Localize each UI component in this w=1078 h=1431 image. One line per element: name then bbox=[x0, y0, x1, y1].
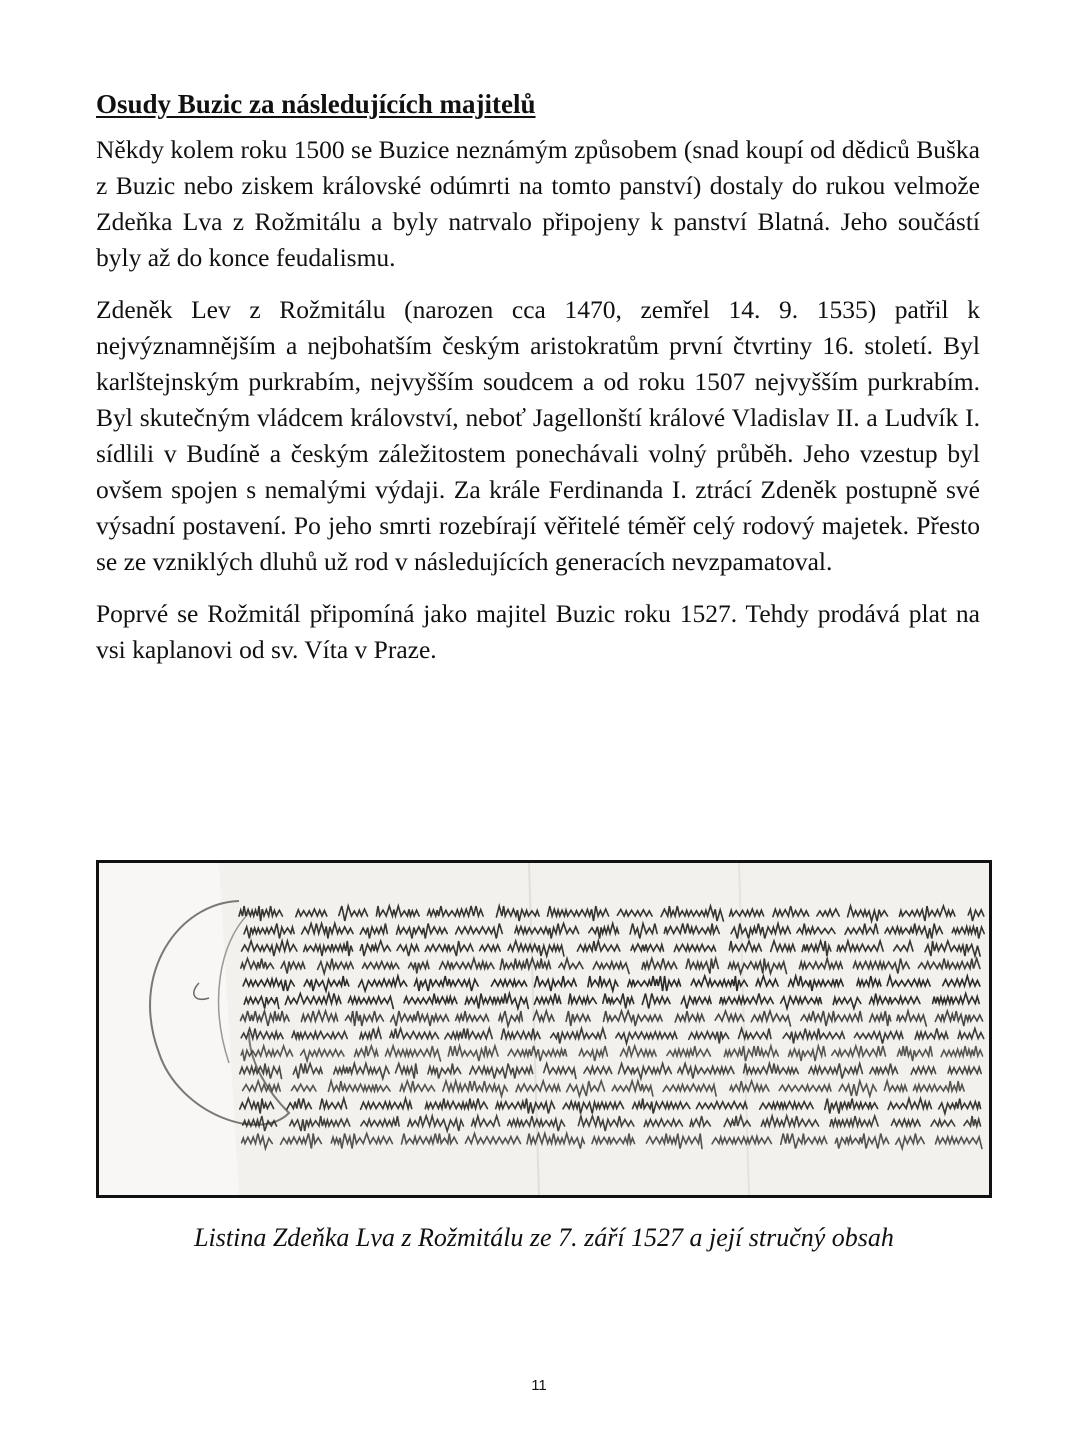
section-heading: Osudy Buzic za následujících majitelů bbox=[96, 89, 536, 119]
paragraph-2: Zdeněk Lev z Rožmitálu (narozen cca 1470, zemřel 14. 9. 1535) patřil k nejvýznamnějším a nejbohatším českým aristokratům první čtvrtiny 16. století. Byl karlštejnským purkrabím, nejvyšším soudcem a od roku 1507 nejvyšším purkrabím. Byl skutečným vládcem království, neboť Jagellonští králové Vladislav II. a Ludvík I. sídlili v Budíně a českým záležitostem ponechávali volný průběh. Jeho vzestup byl ovšem spojen s nemalými výdaji. Za krále Ferdinanda I. ztrácí Zdeněk postupně své výsadní postavení. Po jeho smrti rozebírají věřitelé téměř celý rodový majetek. Přesto se ze vzniklých dluhů už rod v následujících generacích nevzpamatoval. bbox=[96, 294, 980, 576]
historical-charter-image bbox=[96, 860, 992, 1198]
page-number: 11 bbox=[531, 1377, 547, 1394]
page-content bbox=[96, 88, 980, 684]
paragraph-3: Poprvé se Rožmitál připomíná jako majitel Buzic roku 1527. Tehdy prodává plat na vsi kaplanovi od sv. Víta v Praze. bbox=[96, 598, 980, 664]
figure-caption: Listina Zdeňka Lva z Rožmitálu ze 7. září 1527 a její stručný obsah bbox=[194, 1223, 894, 1252]
charter-scan-illustration bbox=[99, 863, 989, 1195]
paragraph-1: Někdy kolem roku 1500 se Buzice neznámým způsobem (snad koupí od dědiců Buška z Buzic nebo ziskem královské odúmrti na tomto panství) dostaly do rukou velmože Zdeňka Lva z Rožmitálu a byly natrvalo připojeny k panství Blatná. Jeho součástí byly až do konce feudalismu. bbox=[96, 134, 980, 272]
